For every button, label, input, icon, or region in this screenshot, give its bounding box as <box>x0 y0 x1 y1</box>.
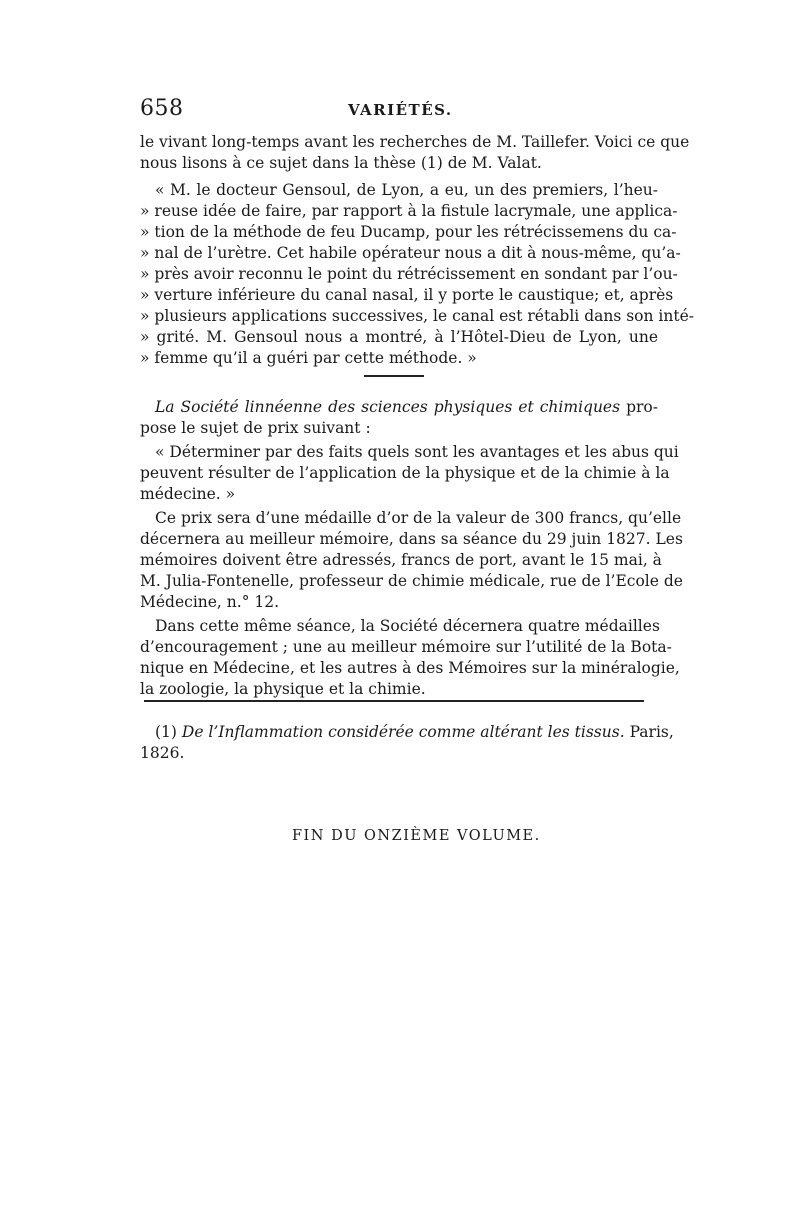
question-line-3: médecine. » <box>140 485 236 503</box>
prize-line-5: Médecine, n.° 12. <box>140 593 280 611</box>
footnote-title: De l’Inflammation considérée comme altérant les tissus. <box>181 723 625 741</box>
question-line-2: peuvent résulter de l’application de la physique et de la chimie à la <box>140 464 670 482</box>
quote-line-1: « M. le docteur Gensoul, de Lyon, a eu, un des premiers, l’heu- <box>155 181 658 199</box>
quote-line-2: » reuse idée de faire, par rapport à la fistule lacrymale, une applica- <box>140 202 678 220</box>
section-divider <box>364 375 424 377</box>
intro-line-1: le vivant long-temps avant les recherches de M. Taillefer. Voici ce que <box>140 133 690 151</box>
society-line-2: pose le sujet de prix suivant : <box>140 419 371 437</box>
end-of-volume: FIN DU ONZIÈME VOLUME. <box>292 828 541 844</box>
prize-line-2: décernera au meilleur mémoire, dans sa séance du 29 juin 1827. Les <box>140 530 683 548</box>
prize-line-1: Ce prix sera d’une médaille d’or de la valeur de 300 francs, qu’elle <box>155 509 682 527</box>
medal-line-4: la zoologie, la physique et la chimie. <box>140 680 426 698</box>
quote-line-5: » près avoir reconnu le point du rétrécissement en sondant par l’ou- <box>140 265 678 283</box>
quote-line-3: » tion de la méthode de feu Ducamp, pour les rétrécissemens du ca- <box>140 223 677 241</box>
page-number: 658 <box>140 96 184 121</box>
footnote-line-1 <box>155 722 674 743</box>
footnote-divider <box>144 700 644 702</box>
medal-line-1: Dans cette même séance, la Société décernera quatre médailles <box>155 617 660 635</box>
society-name-suffix: pro- <box>626 398 658 416</box>
medal-line-3: nique en Médecine, et les autres à des Mémoires sur la minéralogie, <box>140 659 680 677</box>
quote-line-7: » plusieurs applications successives, le canal est rétabli dans son inté- <box>140 307 694 325</box>
question-line-1: « Déterminer par des faits quels sont les avantages et les abus qui <box>155 443 679 461</box>
quote-line-9: » femme qu’il a guéri par cette méthode. » <box>140 349 477 367</box>
quote-line-4: » nal de l’urètre. Cet habile opérateur nous a dit à nous-même, qu’a- <box>140 244 681 262</box>
prize-line-3: mémoires doivent être adressés, francs de port, avant le 15 mai, à <box>140 551 662 569</box>
society-line-1 <box>155 397 658 418</box>
footnote-year: 1826. <box>140 744 185 762</box>
quote-line-8: » grité. M. Gensoul nous a montré, à l’Hôtel-Dieu de Lyon, une <box>140 328 658 346</box>
footnote-place: Paris, <box>629 723 674 741</box>
medal-line-2: d’encouragement ; une au meilleur mémoire sur l’utilité de la Bota- <box>140 638 672 656</box>
prize-line-4: M. Julia-Fontenelle, professeur de chimie médicale, rue de l’Ecole de <box>140 572 683 590</box>
society-name: La Société linnéenne des sciences physiques et chimiques <box>155 398 621 416</box>
footnote-marker: (1) <box>155 723 177 741</box>
intro-line-2: nous lisons à ce sujet dans la thèse (1) de M. Valat. <box>140 154 542 172</box>
quote-line-6: » verture inférieure du canal nasal, il y porte le caustique; et, après <box>140 286 674 304</box>
running-head: VARIÉTÉS. <box>348 101 453 119</box>
